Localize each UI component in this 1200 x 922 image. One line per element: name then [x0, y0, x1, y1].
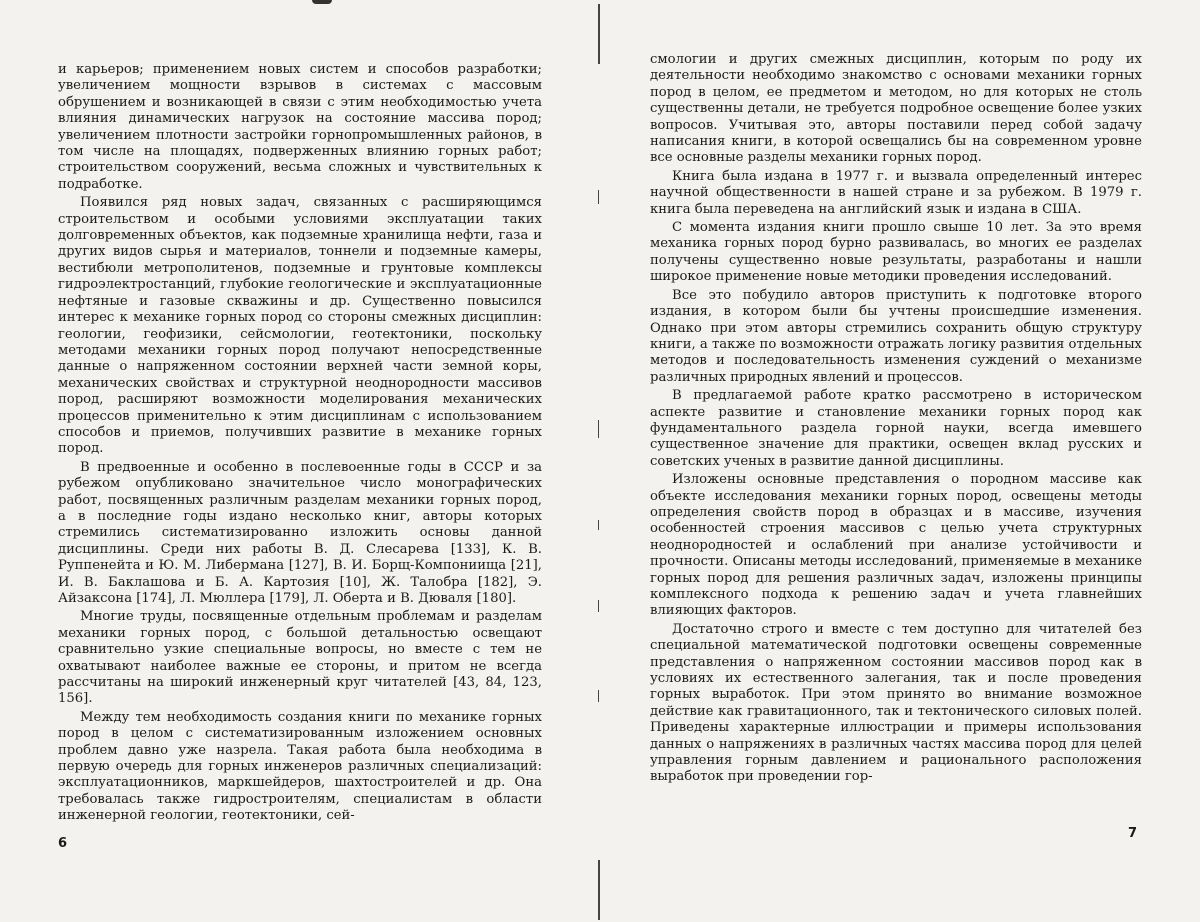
page-number: 6 [58, 836, 68, 851]
paragraph: В предлагаемой работе кратко рассмотрено в историческом аспекте развитие и становление механики горных пород как фундаментального раздела горной науки, всегда имевшего существенное значение для практики, освещен вклад русских и советских ученых в развитие данной дисциплины. [650, 388, 1142, 469]
right-text-column [650, 52, 1142, 788]
paragraph: и карьеров; применением новых систем и способов разработки; увеличением мощности взрывов в системах с массовым обрушением и возникающей в связи с этим необходимостью учета влияния динамических нагрузок на состояние массива пород; увеличением плотности застройки горнопромышленных районов, в том числе на площадях, подверженных влиянию горных работ; строительством сооружений, весьма сложных и чувствительных к подработке. [58, 62, 542, 192]
gutter-shadow [598, 690, 599, 702]
left-text-column [58, 62, 542, 827]
paragraph: Между тем необходимость создания книги по механике горных пород в целом с систематизированным изложением основных проблем давно уже назрела. Такая работа была необходима в первую очередь для горных инженеров различных специализаций: эксплуатационников, маркшейдеров, шахтостроителей и др. Она требовалась также гидростроителям, специалистам в области инженерной геологии, геотектоники, сей- [58, 709, 542, 824]
paragraph: Достаточно строго и вместе с тем доступно для читателей без специальной математической подготовки освещены современные представления о напряженном состоянии массивов пород как в условиях их естественного залегания, так и после проведения горных выработок. При этом принято во внимание возможное действие как гравитационного, так и тектонического силовых полей. Приведены характерные иллюстрации и примеры использования данных о напряжениях в различных частях массива пород для целей управления горным давлением и рационального расположения выработок при проведении гор- [650, 621, 1142, 785]
paragraph: Изложены основные представления о породном массиве как объекте исследования механики горных пород, освещены методы определения свойств пород в образцах и в массиве, изучения особенностей строения массивов с целью учета структурных неоднородностей и ослаблений при анализе устойчивости и прочности. Описаны методы исследований, применяемые в механике горных пород для решения различных задач, изложены принципы комплексного подхода к решению задач и учета главнейших влияющих факторов. [650, 472, 1142, 619]
gutter-shadow [598, 600, 599, 612]
paragraph: Многие труды, посвященные отдельным проблемам и разделам механики горных пород, с большой детальностью освещают сравнительно узкие специальные вопросы, но вместе с тем не охватывают наиболее важные ее стороны, и притом не всегда рассчитаны на широкий инженерный круг читателей [43, 84, 123, 156]. [58, 609, 542, 707]
paragraph: Все это побудило авторов приступить к подготовке второго издания, в котором были бы учтены происшедшие изменения. Однако при этом авторы стремились сохранить общую структуру книги, а также по возможности отражать логику развития отдельных методов и последовательность изменения суждений о механизме различных природных явлений и процессов. [650, 287, 1142, 385]
page-number: 7 [1128, 826, 1138, 841]
paragraph: С момента издания книги прошло свыше 10 лет. За это время механика горных пород бурно развивалась, во многих ее разделах получены существенно новые результаты, разработаны и нашли широкое применение новые методики проведения исследований. [650, 220, 1142, 285]
gutter-shadow [598, 520, 599, 530]
paragraph: смологии и других смежных дисциплин, которым по роду их деятельности необходимо знакомство с основами механики горных пород в целом, ее предметом и методом, но для которых не столь существенны детали, не требуется подробное освещение более узких вопросов. Учитывая это, авторы поставили перед собой задачу написания книги, в которой освещались бы на современном уровне все основные разделы механики горных пород. [650, 52, 1142, 166]
gutter-shadow [598, 190, 599, 204]
paragraph: Книга была издана в 1977 г. и вызвала определенный интерес научной общественности в нашей стране и за рубежом. В 1979 г. книга была переведена на английский язык и издана в США. [650, 168, 1142, 217]
paragraph: Появился ряд новых задач, связанных с расширяющимся строительством и особыми условиями эксплуатации таких долговременных объектов, как подземные хранилища нефти, газа и других видов сырья и материалов, тоннели и подземные камеры, вестибюли метрополитенов, подземные и грунтовые комплексы гидроэлектростанций, глубокие геологические и эксплуатационные нефтяные и газовые скважины и др. Существенно повысился интерес к механике горных пород со стороны смежных дисциплин: геологии, геофизики, сейсмологии, геотектоники, поскольку методами механики горных пород получают непосредственные данные о напряженном состоянии верхней части земной коры, механических свойствах и структурной неоднородности массивов пород, расширяют возможности моделирования механических процессов применительно к этим дисциплинам с использованием способов и приемов, получивших развитие в механике горных пород. [58, 195, 542, 457]
right-page [600, 0, 1200, 922]
paragraph: В предвоенные и особенно в послевоенные годы в СССР и за рубежом опубликовано значительное число монографических работ, посвященных различным разделам механики горных пород, а в последние годы издано несколько книг, авторы которых стремились систематизированно изложить основы данной дисциплины. Среди них работы В. Д. Слесарева [133], К. В. Руппенейта и Ю. М. Либермана [127], В. И. Борщ-Компониища [21], И. В. Баклашова и Б. А. Картозия [10], Ж. Талобра [182], Э. Айзаксона [174], Л. Мюллера [179], Л. Оберта и В. Дюваля [180]. [58, 459, 542, 606]
gutter-shadow [598, 420, 599, 438]
